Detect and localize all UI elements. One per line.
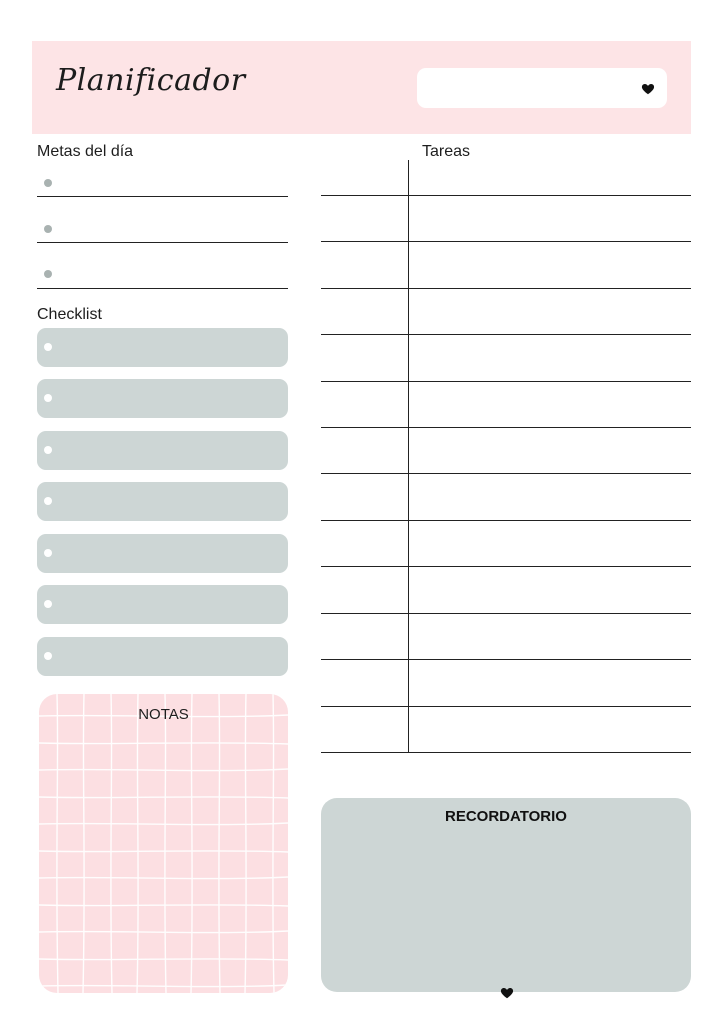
task-row-line[interactable]	[321, 566, 691, 567]
tasks-divider	[408, 160, 409, 753]
checklist-item[interactable]	[37, 637, 288, 676]
goal-bullet	[44, 270, 52, 278]
task-row-line[interactable]	[321, 334, 691, 335]
checklist-item[interactable]	[37, 534, 288, 573]
checkbox-dot[interactable]	[44, 394, 52, 402]
task-row-line[interactable]	[321, 427, 691, 428]
task-row-line[interactable]	[321, 520, 691, 521]
checkbox-dot[interactable]	[44, 652, 52, 660]
goal-bullet	[44, 179, 52, 187]
checkbox-dot[interactable]	[44, 343, 52, 351]
checkbox-dot[interactable]	[44, 549, 52, 557]
goals-title: Metas del día	[37, 143, 134, 160]
header-banner	[32, 41, 691, 134]
task-row-line[interactable]	[321, 613, 691, 614]
checklist-item[interactable]	[37, 585, 288, 624]
checklist-item[interactable]	[37, 431, 288, 470]
checkbox-dot[interactable]	[44, 446, 52, 454]
checklist-title: Checklist	[37, 306, 102, 323]
checkbox-dot[interactable]	[44, 497, 52, 505]
heart-icon	[641, 82, 655, 96]
reminder-panel[interactable]	[321, 798, 691, 992]
task-row-line[interactable]	[321, 288, 691, 289]
page-title: Planificador	[56, 63, 246, 98]
goal-line[interactable]	[37, 242, 288, 243]
task-row-line[interactable]	[321, 659, 691, 660]
task-row-line[interactable]	[321, 473, 691, 474]
task-row-line[interactable]	[321, 752, 691, 753]
notes-title: NOTAS	[138, 706, 189, 723]
task-row-line[interactable]	[321, 706, 691, 707]
goal-line[interactable]	[37, 288, 288, 289]
notes-panel[interactable]	[39, 694, 288, 993]
tasks-title: Tareas	[422, 143, 471, 160]
reminder-title: RECORDATORIO	[445, 808, 567, 825]
checklist-item[interactable]	[37, 379, 288, 418]
task-row-line[interactable]	[321, 241, 691, 242]
goal-line[interactable]	[37, 196, 288, 197]
heart-icon	[500, 986, 514, 1000]
task-row-line[interactable]	[321, 381, 691, 382]
checklist-item[interactable]	[37, 328, 288, 367]
date-field[interactable]	[417, 68, 667, 108]
checklist-item[interactable]	[37, 482, 288, 521]
goal-bullet	[44, 225, 52, 233]
task-row-line[interactable]	[321, 195, 691, 196]
checkbox-dot[interactable]	[44, 600, 52, 608]
grid-pattern	[39, 694, 288, 993]
